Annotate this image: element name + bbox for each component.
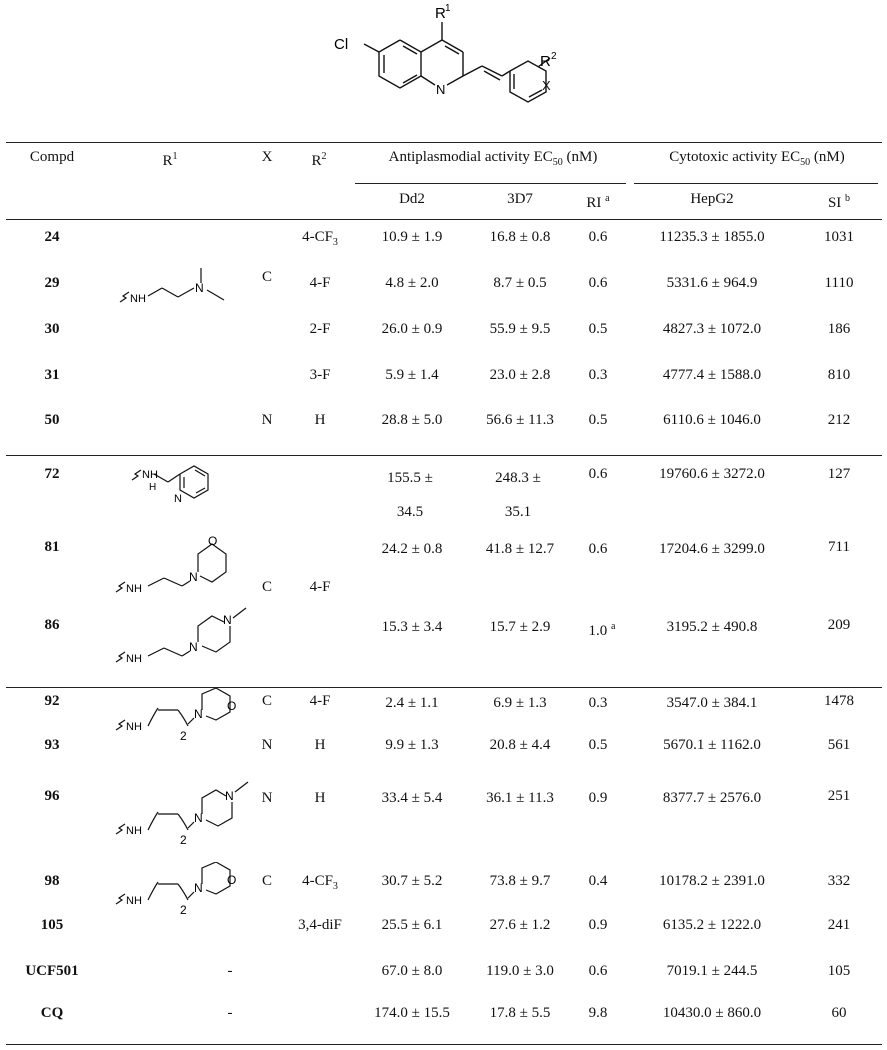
3d7-105: 27.6 ± 1.2 xyxy=(489,917,551,933)
header-antiplasmodial: Antiplasmodial activity $EC_{50}$ (nM) xyxy=(388,149,598,168)
x-81: C xyxy=(261,579,273,595)
dd2-cq: 174.0 ± 15.5 xyxy=(374,1005,450,1021)
svg-text:N: N xyxy=(225,789,234,803)
r1-structure-morpholinopropyl-b xyxy=(112,862,262,924)
dd2-24: 10.9 ± 1.9 xyxy=(381,229,443,245)
svg-text:O: O xyxy=(227,873,237,887)
header-r1: $R^1$ xyxy=(162,151,178,169)
hepg2-30: 4827.3 ± 1072.0 xyxy=(662,321,762,337)
3d7-30: 55.9 ± 9.5 xyxy=(489,321,551,337)
ri-50: 0.5 xyxy=(588,412,608,428)
dd2-86: 15.3 ± 3.4 xyxy=(381,619,443,635)
svg-text:2: 2 xyxy=(180,903,187,917)
ri-81: 0.6 xyxy=(588,541,608,557)
dd2-92: 2.4 ± 1.1 xyxy=(385,695,439,711)
x-50: N xyxy=(261,412,273,428)
svg-text:2: 2 xyxy=(180,833,187,847)
subheader-rule-cytotoxic xyxy=(634,183,878,184)
r2-96: H xyxy=(314,790,326,806)
3d7-86: 15.7 ± 2.9 xyxy=(489,619,551,635)
si-29: 1110 xyxy=(824,275,854,291)
svg-text:O: O xyxy=(208,534,218,548)
3d7-cq: 17.8 ± 5.5 xyxy=(489,1005,551,1021)
dd2-93: 9.9 ± 1.3 xyxy=(385,737,439,753)
dd2-29: 4.8 ± 2.0 xyxy=(385,275,439,291)
r1-structure-morpholinopropyl-a xyxy=(112,688,262,750)
compd-ucf501: UCF501 xyxy=(25,963,79,979)
r1-structure-pyridylmethyl xyxy=(128,460,238,515)
compd-31: 31 xyxy=(44,367,60,383)
3d7-31: 23.0 ± 2.8 xyxy=(489,367,551,383)
3d7-98: 73.8 ± 9.7 xyxy=(489,873,551,889)
r2-98: $4-CF_3$ xyxy=(302,873,338,892)
compd-92: 92 xyxy=(44,693,60,709)
compd-86: 86 xyxy=(44,617,60,633)
compd-98: 98 xyxy=(44,873,60,889)
r2-31: 3-F xyxy=(309,367,331,383)
r1-structure-methylpiperazinylpropyl xyxy=(112,780,262,856)
svg-text:NH: NH xyxy=(126,895,142,907)
si-93: 561 xyxy=(827,737,851,753)
r2-50: H xyxy=(314,412,326,428)
3d7-81: 41.8 ± 12.7 xyxy=(485,541,555,557)
hepg2-105: 6135.2 ± 1222.0 xyxy=(662,917,762,933)
hepg2-29: 5331.6 ± 964.9 xyxy=(666,275,758,291)
compd-81: 81 xyxy=(44,539,60,555)
svg-text:2: 2 xyxy=(180,729,187,743)
r2-30: 2-F xyxy=(309,321,331,337)
si-30: 186 xyxy=(827,321,851,337)
3d7-96: 36.1 ± 11.3 xyxy=(486,790,554,806)
r2-93: H xyxy=(314,737,326,753)
ri-105: 0.9 xyxy=(588,917,608,933)
svg-text:NH: NH xyxy=(126,583,142,595)
hepg2-81: 17204.6 ± 3299.0 xyxy=(659,541,765,557)
r2-24: $4-CF_3$ xyxy=(302,229,338,248)
header-si: SI $^b$ xyxy=(827,193,851,211)
3d7-72: 248.3 ± xyxy=(495,470,541,486)
3d7-ucf501: 119.0 ± 3.0 xyxy=(486,963,554,979)
x-label: X xyxy=(542,78,551,93)
3d7-93: 20.8 ± 4.4 xyxy=(489,737,551,753)
svg-text:O: O xyxy=(227,699,237,713)
hepg2-31: 4777.4 ± 1588.0 xyxy=(662,367,762,383)
si-86: 209 xyxy=(827,617,851,633)
ri-24: 0.6 xyxy=(588,229,608,245)
dd2-72-error: 34.5 xyxy=(396,504,424,520)
3d7-24: 16.8 ± 0.8 xyxy=(489,229,551,245)
compd-30: 30 xyxy=(44,321,60,337)
r1-structure-methylpiperazinylethyl xyxy=(112,596,262,672)
r2-92: 4-F xyxy=(309,693,331,709)
quinoline-scaffold-structure xyxy=(320,0,570,130)
dd2-96: 33.4 ± 5.4 xyxy=(381,790,443,806)
header-bottom-rule xyxy=(6,219,882,220)
header-cytotoxic: Cytotoxic activity $EC_{50}$ (nM) xyxy=(669,149,845,168)
cl-label: Cl xyxy=(334,36,349,53)
header-dd2: Dd2 xyxy=(399,191,425,207)
svg-text:N: N xyxy=(194,707,203,721)
hepg2-96: 8377.7 ± 2576.0 xyxy=(662,790,762,806)
table-top-rule xyxy=(6,142,882,143)
r2-81: 4-F xyxy=(309,579,331,595)
svg-text:N: N xyxy=(223,613,232,627)
svg-text:1: 1 xyxy=(445,3,451,14)
si-98: 332 xyxy=(827,873,851,889)
svg-text:N: N xyxy=(174,493,182,505)
dd2-31: 5.9 ± 1.4 xyxy=(385,367,439,383)
dd2-30: 26.0 ± 0.9 xyxy=(381,321,443,337)
si-92: 1478 xyxy=(824,693,854,709)
dd2-98: 30.7 ± 5.2 xyxy=(381,873,443,889)
ri-31: 0.3 xyxy=(588,367,608,383)
r1-cq: - xyxy=(227,1005,233,1021)
si-105: 241 xyxy=(827,917,851,933)
svg-text:N: N xyxy=(189,570,198,584)
dd2-72: 155.5 ± xyxy=(387,470,433,486)
3d7-92: 6.9 ± 1.3 xyxy=(493,695,547,711)
ri-92: 0.3 xyxy=(588,695,608,711)
header-ri: RI $^a$ xyxy=(586,193,610,211)
table-bottom-rule xyxy=(6,1044,882,1045)
svg-text:N: N xyxy=(194,881,203,895)
r1-label: R xyxy=(435,5,446,22)
header-compd: Compd xyxy=(29,149,75,165)
3d7-29: 8.7 ± 0.5 xyxy=(493,275,547,291)
n-label: N xyxy=(436,82,446,97)
compd-72: 72 xyxy=(44,466,60,482)
si-96: 251 xyxy=(827,788,851,804)
hepg2-92: 3547.0 ± 384.1 xyxy=(666,695,758,711)
header-x: X xyxy=(261,149,273,165)
compd-105: 105 xyxy=(40,917,64,933)
x-92: C xyxy=(261,693,273,709)
compd-50: 50 xyxy=(44,412,60,428)
svg-text:NH: NH xyxy=(126,653,142,665)
dd2-50: 28.8 ± 5.0 xyxy=(381,412,443,428)
r2-105: 3,4-diF xyxy=(298,917,342,933)
compd-24: 24 xyxy=(44,229,60,245)
hepg2-cq: 10430.0 ± 860.0 xyxy=(662,1005,762,1021)
hepg2-ucf501: 7019.1 ± 244.5 xyxy=(666,963,758,979)
ri-72: 0.6 xyxy=(588,466,608,482)
si-24: 1031 xyxy=(824,229,854,245)
si-72: 127 xyxy=(827,466,851,482)
svg-text:NH: NH xyxy=(130,293,146,305)
hepg2-50: 6110.6 ± 1046.0 xyxy=(663,412,761,428)
3d7-72-error: 35.1 xyxy=(504,504,532,520)
si-81: 711 xyxy=(828,539,850,555)
si-cq: 60 xyxy=(831,1005,847,1021)
svg-text:N: N xyxy=(194,811,203,825)
header-r2: $R^2$ xyxy=(311,151,327,169)
compd-29: 29 xyxy=(44,275,60,291)
svg-text:H: H xyxy=(149,482,157,493)
header-hepg2: HepG2 xyxy=(690,191,734,207)
ri-96: 0.9 xyxy=(588,790,608,806)
svg-text:NH: NH xyxy=(142,469,158,481)
dd2-105: 25.5 ± 6.1 xyxy=(381,917,443,933)
x-98: C xyxy=(261,873,273,889)
compd-cq: CQ xyxy=(40,1005,64,1021)
si-ucf501: 105 xyxy=(827,963,851,979)
x-96: N xyxy=(261,790,273,806)
compd-96: 96 xyxy=(44,788,60,804)
ri-30: 0.5 xyxy=(588,321,608,337)
ri-ucf501: 0.6 xyxy=(588,963,608,979)
ri-29: 0.6 xyxy=(588,275,608,291)
r1-structure-morpholinoethyl xyxy=(112,520,252,600)
subheader-rule-antiplasmodial xyxy=(355,183,626,184)
hepg2-86: 3195.2 ± 490.8 xyxy=(666,619,758,635)
dd2-ucf501: 67.0 ± 8.0 xyxy=(381,963,443,979)
x-93: N xyxy=(261,737,273,753)
ri-98: 0.4 xyxy=(588,873,608,889)
dd2-81: 24.2 ± 0.8 xyxy=(381,541,443,557)
group-divider-1 xyxy=(6,455,882,456)
ri-86: 1.0 $^a$ xyxy=(588,621,616,639)
hepg2-98: 10178.2 ± 2391.0 xyxy=(659,873,765,889)
r1-structure-dimethylaminoethyl xyxy=(112,262,242,312)
si-31: 810 xyxy=(827,367,851,383)
3d7-50: 56.6 ± 11.3 xyxy=(486,412,554,428)
svg-text:2: 2 xyxy=(551,51,557,62)
x-29: C xyxy=(261,269,273,285)
r2-label: R xyxy=(540,53,551,70)
header-3d7: 3D7 xyxy=(507,191,533,207)
svg-text:N: N xyxy=(189,640,198,654)
svg-text:N: N xyxy=(195,281,204,295)
hepg2-24: 11235.3 ± 1855.0 xyxy=(659,229,765,245)
hepg2-93: 5670.1 ± 1162.0 xyxy=(663,737,761,753)
r2-29: 4-F xyxy=(309,275,331,291)
compd-93: 93 xyxy=(44,737,60,753)
r1-ucf501: - xyxy=(227,963,233,979)
hepg2-72: 19760.6 ± 3272.0 xyxy=(659,466,765,482)
si-50: 212 xyxy=(827,412,851,428)
ri-cq: 9.8 xyxy=(588,1005,608,1021)
svg-text:NH: NH xyxy=(126,825,142,837)
svg-text:NH: NH xyxy=(126,721,142,733)
ri-93: 0.5 xyxy=(588,737,608,753)
